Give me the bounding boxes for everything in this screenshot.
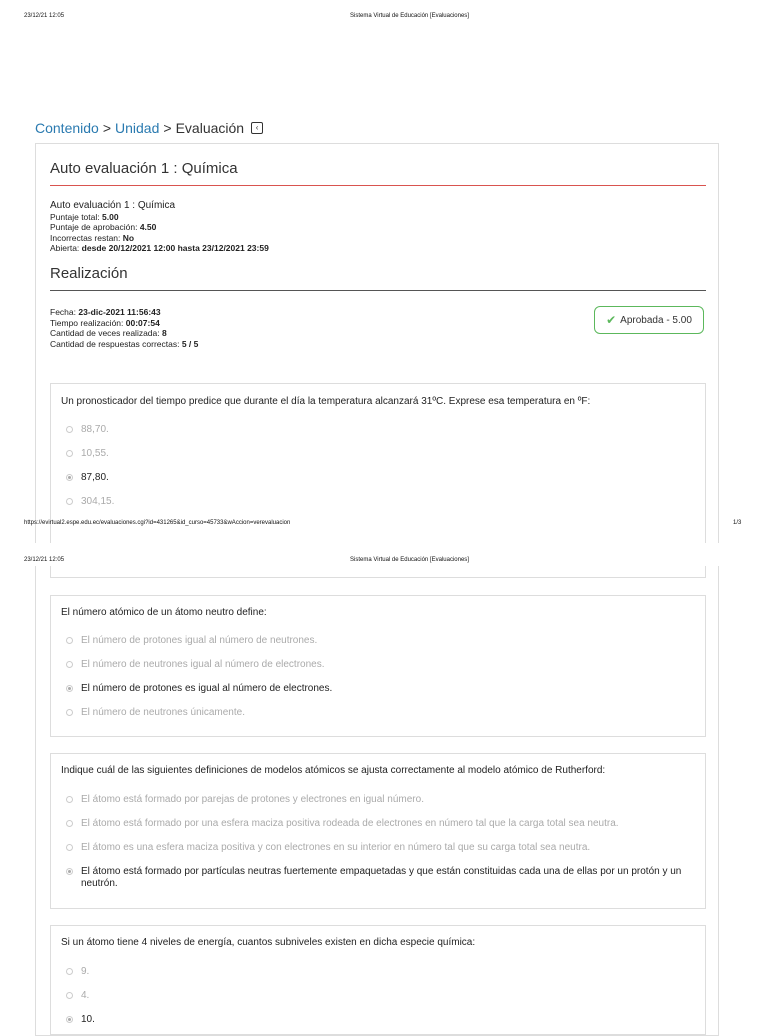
answer-option[interactable]: 9. xyxy=(66,966,89,978)
answer-option-selected[interactable]: 87,80. xyxy=(66,472,109,484)
print-date: 23/12/21 12:05 xyxy=(24,557,65,563)
answer-option[interactable]: El átomo está formado por parejas de protones y electrones en igual número. xyxy=(66,794,424,806)
tiempo-realizacion: Tiempo realización: 00:07:54 xyxy=(50,317,160,328)
check-icon: ✔ xyxy=(606,313,617,327)
radio-icon[interactable] xyxy=(66,968,73,975)
question-text: Un pronosticador del tiempo predice que durante el día la temperatura alcanzará 31ºC. Exprese esa temperatura en ºF: xyxy=(61,396,591,407)
breadcrumb-evaluacion: Evaluación xyxy=(175,120,245,136)
breadcrumb-unidad[interactable]: Unidad xyxy=(115,120,160,136)
breadcrumb-separator: > xyxy=(163,120,172,136)
radio-icon[interactable] xyxy=(66,796,73,803)
answer-option[interactable]: 4. xyxy=(66,990,89,1002)
radio-selected-icon[interactable] xyxy=(66,685,73,692)
print-url: https://evirtual2.espe.edu.ec/evaluaciones.cgi?id=431265&id_curso=45733&wAccion=verevaluacion xyxy=(24,520,291,526)
radio-selected-icon[interactable] xyxy=(66,1016,73,1023)
radio-icon[interactable] xyxy=(66,426,73,433)
question-card-end xyxy=(50,566,706,578)
print-page-number: 1/3 xyxy=(733,520,742,526)
radio-icon[interactable] xyxy=(66,450,73,457)
question-text: Indique cuál de las siguientes definiciones de modelos atómicos se ajusta correctamente al modelo atómico de Rutherford: xyxy=(61,765,606,776)
answer-option[interactable]: El número de protones igual al número de neutrones. xyxy=(66,635,317,647)
answer-option-selected[interactable]: El número de protones es igual al número de electrones. xyxy=(66,683,332,695)
answer-option[interactable]: 10,55. xyxy=(66,448,109,460)
realizacion-info xyxy=(50,307,198,349)
radio-icon[interactable] xyxy=(66,661,73,668)
question-card xyxy=(50,383,706,543)
answer-option[interactable]: 304,15. xyxy=(66,496,114,508)
realizacion-title: Realización xyxy=(50,265,706,291)
answer-option[interactable]: El número de neutrones únicamente. xyxy=(66,707,245,719)
breadcrumb-separator: > xyxy=(102,120,112,136)
status-badge-label: Aprobada - 5.00 xyxy=(620,314,692,326)
radio-icon[interactable] xyxy=(66,637,73,644)
answer-option-selected[interactable]: El átomo está formado por partículas neutras fuertemente empaquetadas y que están constituidas cada una de ellas por un protón y un neutrón. xyxy=(66,866,686,890)
status-badge xyxy=(594,306,704,334)
radio-selected-icon[interactable] xyxy=(66,474,73,481)
breadcrumb xyxy=(35,120,263,136)
answer-option[interactable]: El átomo está formado por una esfera maciza positiva rodeada de electrones en número tal que la carga total sea neutra. xyxy=(66,818,619,830)
cantidad-correctas: Cantidad de respuestas correctas: 5 / 5 xyxy=(50,338,199,349)
print-title: Sistema Virtual de Educación [Evaluaciones] xyxy=(350,557,469,563)
answer-option[interactable]: El número de neutrones igual al número de electrones. xyxy=(66,659,324,671)
cantidad-veces: Cantidad de veces realizada: 8 xyxy=(50,328,167,338)
radio-selected-icon[interactable] xyxy=(66,868,73,875)
answer-option-selected[interactable]: 10. xyxy=(66,1014,95,1026)
radio-icon[interactable] xyxy=(66,844,73,851)
incorrectas-restan: Incorrectas restan: No xyxy=(50,232,135,243)
puntaje-total: Puntaje total: 5.00 xyxy=(50,211,119,222)
abierta: Abierta: desde 20/12/2021 12:00 hasta 23/12/2021 23:59 xyxy=(50,243,269,253)
radio-icon[interactable] xyxy=(66,820,73,827)
question-text: El número atómico de un átomo neutro define: xyxy=(61,607,267,618)
fecha: Fecha: 23-dic-2021 11:56:43 xyxy=(50,307,161,317)
radio-icon[interactable] xyxy=(66,992,73,999)
back-arrow-icon[interactable]: ‹ xyxy=(251,122,263,134)
puntaje-aprobacion: Puntaje de aprobación: 4.50 xyxy=(50,222,157,232)
evaluation-title: Auto evaluación 1 : Química xyxy=(50,160,706,186)
radio-icon[interactable] xyxy=(66,498,73,505)
evaluation-info xyxy=(50,201,269,254)
radio-icon[interactable] xyxy=(66,709,73,716)
print-date: 23/12/21 12:05 xyxy=(24,13,65,19)
print-title: Sistema Virtual de Educación [Evaluaciones] xyxy=(350,13,469,19)
question-text: Si un átomo tiene 4 niveles de energía, cuantos subniveles existen en dicha especie química: xyxy=(61,937,476,948)
breadcrumb-contenido[interactable]: Contenido xyxy=(35,120,99,136)
evaluation-name: Auto evaluación 1 : Química xyxy=(50,200,176,211)
answer-option[interactable]: 88,70. xyxy=(66,424,109,436)
answer-option[interactable]: El átomo es una esfera maciza positiva y con electrones en su interior en número tal que su carga total sea neutra. xyxy=(66,842,590,854)
